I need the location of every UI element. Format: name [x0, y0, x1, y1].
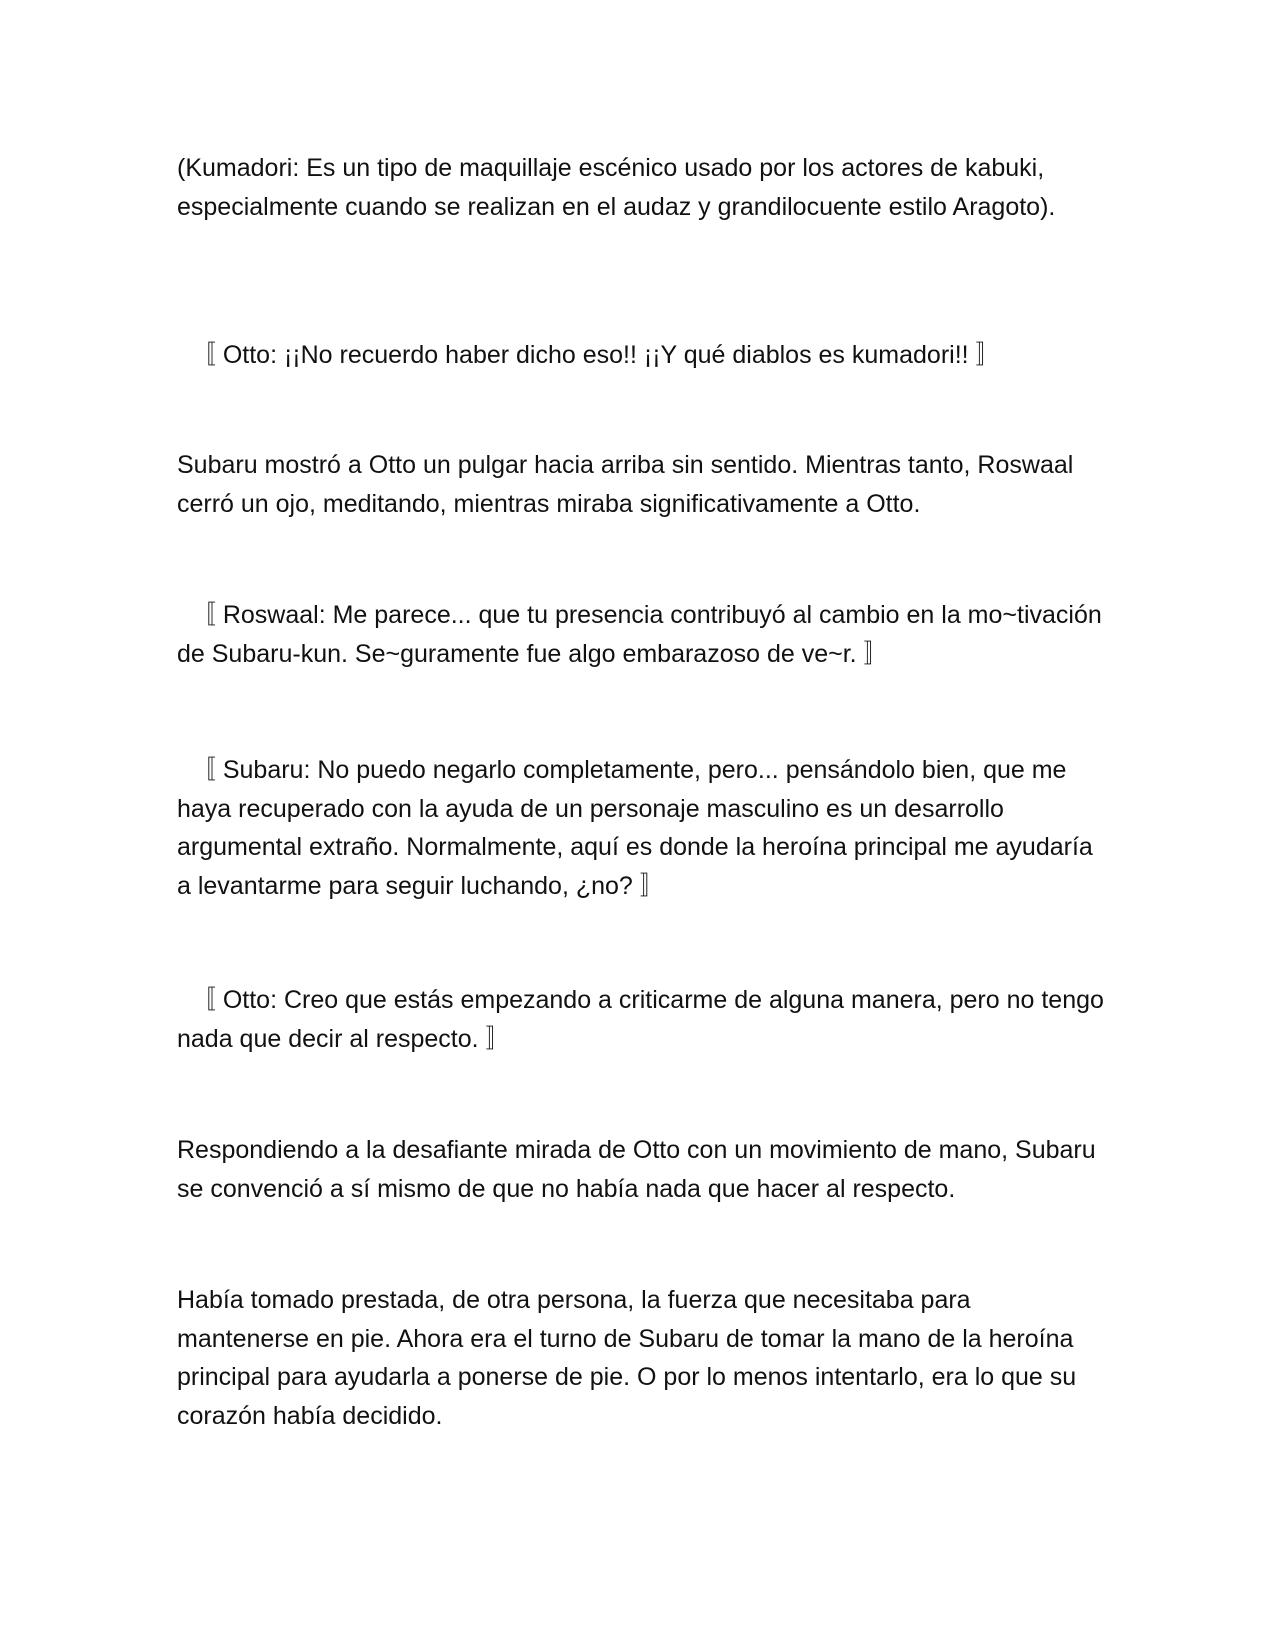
dialogue-otto-1: 〚 Otto: ¡¡No recuerdo haber dicho eso!! ¡¡Y qué diablos es kumadori!! 〛 — [177, 341, 1001, 369]
paragraph-kumadori-note: (Kumadori: Es un tipo de maquillaje escénico usado por los actores de kabuki, especialmente cuando se realizan en el audaz y grandilocuente estilo Aragoto). — [177, 154, 1056, 221]
paragraph-response: Respondiendo a la desafiante mirada de Otto con un movimiento de mano, Subaru se convenció a sí mismo de que no había nada que hacer al respecto. — [177, 1136, 1096, 1203]
paragraph-thumbs-up: Subaru mostró a Otto un pulgar hacia arriba sin sentido. Mientras tanto, Roswaal cerró un ojo, meditando, mientras miraba significativamente a Otto. — [177, 451, 1074, 518]
paragraph-borrowed-strength: Había tomado prestada, de otra persona, la fuerza que necesitaba para mantenerse en pie. Ahora era el turno de Subaru de tomar la mano de la heroína principal para ayudarla a ponerse de pie. O por lo menos intentarlo, era lo que su corazón había decidido. — [177, 1286, 1077, 1430]
dialogue-otto-2: 〚 Otto: Creo que estás empezando a criticarme de alguna manera, pero no tengo nada que decir al respecto. 〛 — [177, 986, 1104, 1053]
dialogue-subaru: 〚 Subaru: No puedo negarlo completamente, pero... pensándolo bien, que me haya recuperado con la ayuda de un personaje masculino es un desarrollo argumental extraño. Normalmente, aquí es donde la heroína principal me ayudaría a levantarme para seguir luchando, ¿no? 〛 — [177, 756, 1093, 900]
dialogue-roswaal: 〚 Roswaal: Me parece... que tu presencia contribuyó al cambio en la mo~tivación de Subaru-kun. Se~guramente fue algo embarazoso de ve~r. 〛 — [177, 601, 1102, 668]
